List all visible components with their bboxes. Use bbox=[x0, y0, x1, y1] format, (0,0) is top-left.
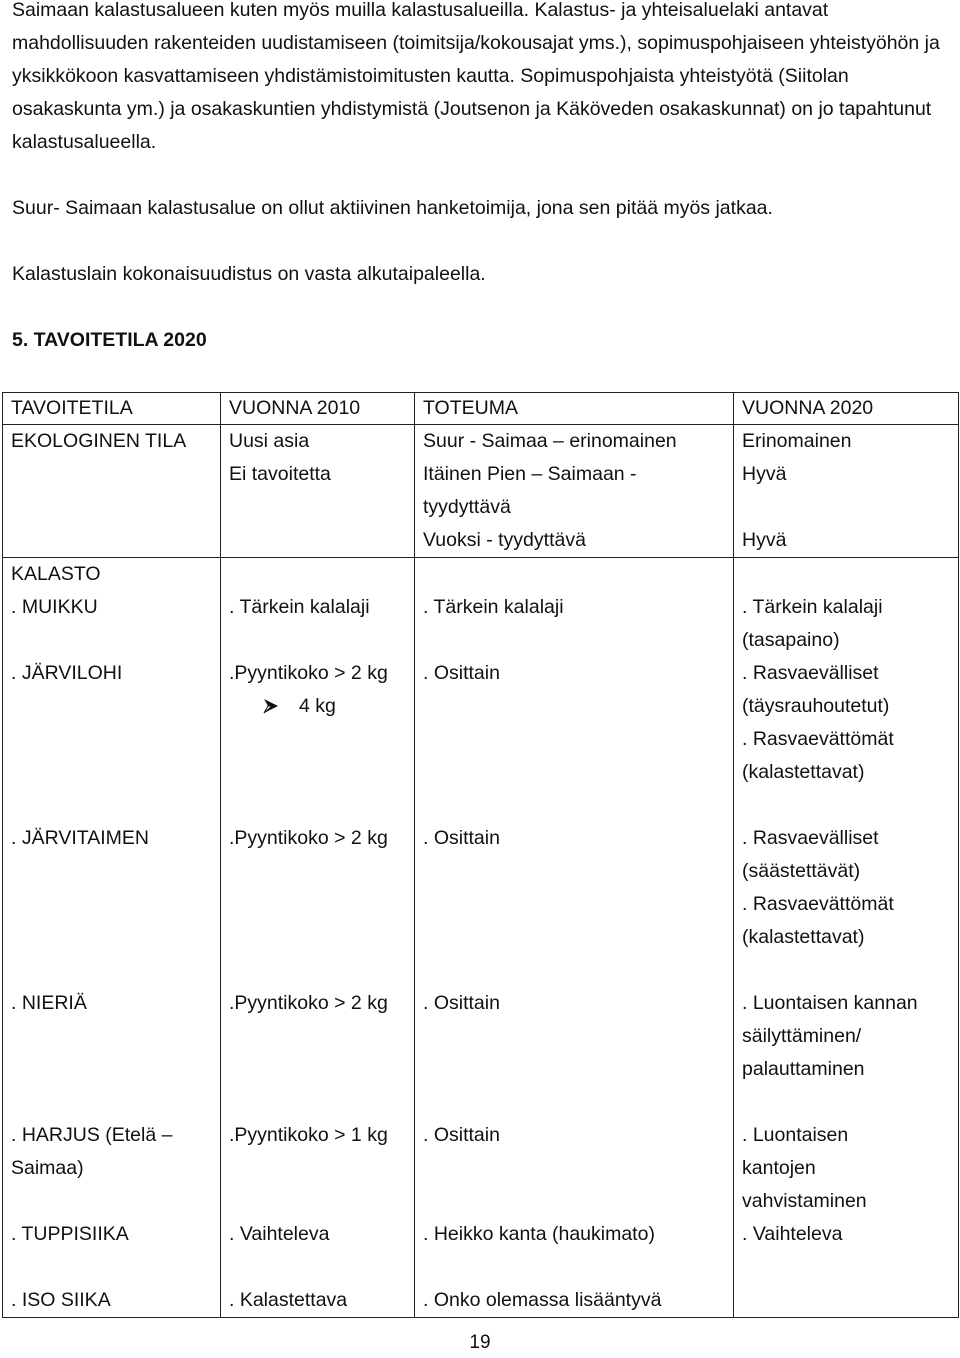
cell-text: . Rasvaevälliset bbox=[742, 662, 879, 684]
section-heading: 5. TAVOITETILA 2020 bbox=[12, 329, 207, 351]
cell-text: . Osittain bbox=[423, 992, 500, 1014]
cell-text: vahvistaminen bbox=[742, 1190, 867, 1212]
cell-text: . Tärkein kalalaji bbox=[229, 596, 370, 618]
cell-text: .Pyyntikoko > 2 kg bbox=[229, 992, 388, 1014]
cell-text: .Pyyntikoko > 2 kg bbox=[229, 827, 388, 849]
table-cell bbox=[3, 425, 221, 558]
cell-text: Suur - Saimaa – erinomainen bbox=[423, 430, 677, 452]
cell-text: (täysrauhoutetut) bbox=[742, 695, 890, 717]
cell-text: . Vaihteleva bbox=[742, 1223, 843, 1245]
cell-text: EKOLOGINEN TILA bbox=[11, 430, 187, 452]
cell-text: . Rasvaevälliset bbox=[742, 827, 879, 849]
cell-text: Vuoksi - tyydyttävä bbox=[423, 529, 586, 551]
cell-text: . JÄRVITAIMEN bbox=[11, 827, 149, 849]
cell-text: Saimaa) bbox=[11, 1157, 84, 1179]
cell-text: . Vaihteleva bbox=[229, 1223, 330, 1245]
cell-text: . Rasvaevättömät bbox=[742, 893, 894, 915]
header-cell: VUONNA 2020 bbox=[734, 393, 959, 425]
cell-text: . Osittain bbox=[423, 1124, 500, 1146]
cell-text: . HARJUS (Etelä – bbox=[11, 1124, 173, 1146]
intro-paragraph-1: Saimaan kalastusalueen kuten myös muilla kalastusalueilla. Kalastus- ja yhteisaluelaki antavat mahdollisuuden rakenteiden uudistamiseen (toimitsija/kokousajat yms.), sopimuspohjaiseen yhteistyöhön ja yksikkökoon kasvattamiseen yhdistämistoimitusten kautta. Sopimuspohjaista yhteistyötä (Siitolan osakaskunta ym.) ja osakaskuntien yhdistymistä (Joutsenon ja Käköveden osakaskunnat) on jo tapahtunut kalastusalueella. bbox=[12, 0, 940, 153]
table-cell bbox=[221, 558, 415, 1318]
table-header-row bbox=[3, 393, 959, 425]
cell-text: Uusi asia bbox=[229, 430, 310, 452]
cell-text: . ISO SIIKA bbox=[11, 1289, 111, 1311]
cell-text: tyydyttävä bbox=[423, 496, 511, 518]
arrow-bullet-icon bbox=[229, 690, 299, 723]
cell-text: palauttaminen bbox=[742, 1058, 865, 1080]
cell-text: Ei tavoitetta bbox=[229, 463, 331, 485]
cell-text: . Luontaisen bbox=[742, 1124, 849, 1146]
cell-text: KALASTO bbox=[11, 563, 101, 585]
table-cell bbox=[734, 558, 959, 1318]
cell-text: . Heikko kanta (haukimato) bbox=[423, 1223, 655, 1245]
cell-text: . Osittain bbox=[423, 662, 500, 684]
header-cell: TAVOITETILA bbox=[3, 393, 221, 425]
cell-text: Hyvä bbox=[742, 529, 787, 551]
cell-text: (säästettävät) bbox=[742, 860, 861, 882]
cell-text: .Pyyntikoko > 2 kg bbox=[229, 662, 388, 684]
table-cell bbox=[734, 425, 959, 558]
cell-text: . JÄRVILOHI bbox=[11, 662, 123, 684]
cell-text-arrow bbox=[229, 690, 406, 723]
cell-text: kantojen bbox=[742, 1157, 816, 1179]
cell-text: (tasapaino) bbox=[742, 629, 840, 651]
table-cell bbox=[415, 425, 734, 558]
intro-paragraph-3: Kalastuslain kokonaisuudistus on vasta alkutaipaleella. bbox=[12, 263, 486, 285]
cell-text: . NIERIÄ bbox=[11, 992, 87, 1014]
table-cell bbox=[415, 558, 734, 1318]
cell-text: . Osittain bbox=[423, 827, 500, 849]
cell-text: . Tärkein kalalaji bbox=[423, 596, 564, 618]
target-state-table bbox=[2, 392, 958, 1316]
cell-text: .Pyyntikoko > 1 kg bbox=[229, 1124, 388, 1146]
cell-text: (kalastettavat) bbox=[742, 761, 865, 783]
cell-text: . Onko olemassa lisääntyvä bbox=[423, 1289, 662, 1311]
cell-text: . TUPPISIIKA bbox=[11, 1223, 129, 1245]
cell-text: 4 kg bbox=[299, 695, 336, 717]
cell-text: Hyvä bbox=[742, 463, 787, 485]
table-cell bbox=[221, 425, 415, 558]
cell-text: . Kalastettava bbox=[229, 1289, 348, 1311]
header-cell: TOTEUMA bbox=[415, 393, 734, 425]
cell-text: . Tärkein kalalaji bbox=[742, 596, 883, 618]
table-row-ekologinen bbox=[3, 425, 959, 558]
page-number: 19 bbox=[469, 1332, 491, 1353]
table-row-kalasto bbox=[3, 558, 959, 1318]
table-cell bbox=[3, 558, 221, 1318]
cell-text: . MUIKKU bbox=[11, 596, 98, 618]
cell-text: Erinomainen bbox=[742, 430, 852, 452]
intro-paragraph-2: Suur- Saimaan kalastusalue on ollut aktiivinen hanketoimija, jona sen pitää myös jatkaa. bbox=[12, 197, 773, 219]
cell-text: Itäinen Pien – Saimaan - bbox=[423, 463, 637, 485]
header-cell: VUONNA 2010 bbox=[221, 393, 415, 425]
cell-text: säilyttäminen/ bbox=[742, 1025, 862, 1047]
cell-text: (kalastettavat) bbox=[742, 926, 865, 948]
cell-text: . Rasvaevättömät bbox=[742, 728, 894, 750]
cell-text: . Luontaisen kannan bbox=[742, 992, 918, 1014]
